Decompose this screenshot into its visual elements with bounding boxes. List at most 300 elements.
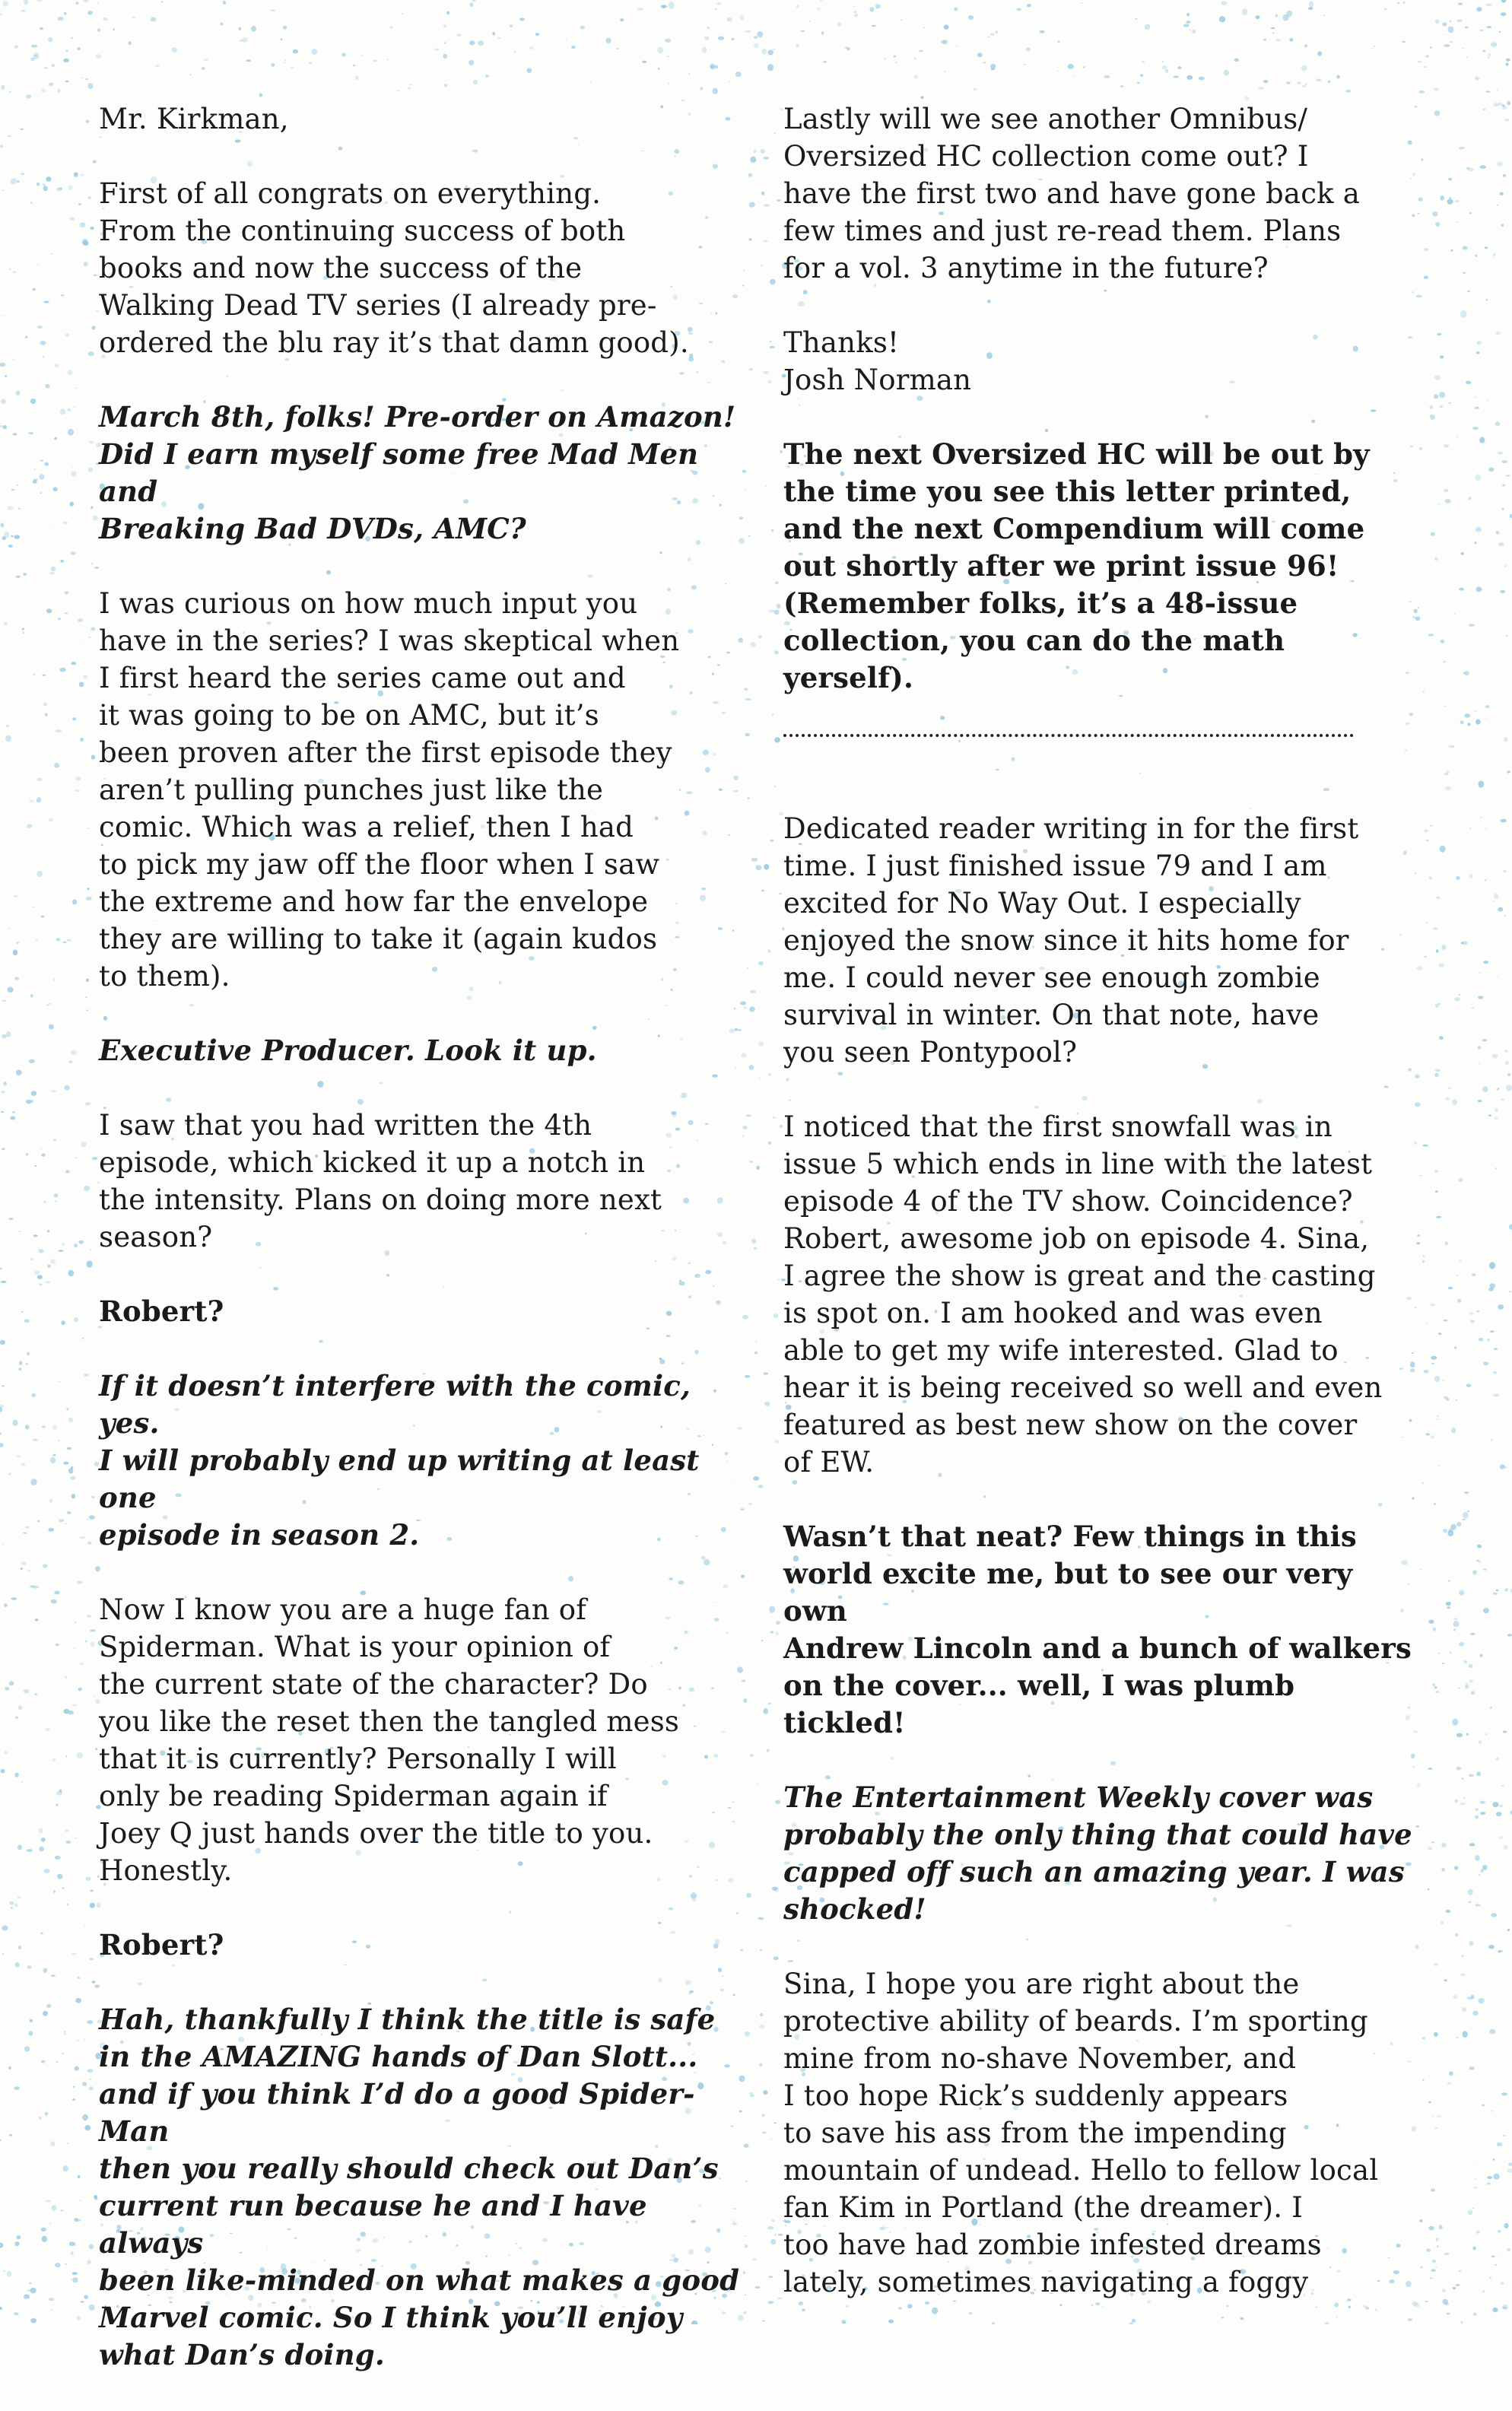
texture-speck: [80, 1663, 84, 1664]
texture-speck: [87, 2260, 91, 2264]
texture-speck: [8, 1472, 12, 1476]
texture-speck: [1463, 1798, 1466, 1800]
texture-speck: [1495, 332, 1501, 335]
texture-speck: [1448, 27, 1454, 33]
texture-speck: [1482, 2290, 1485, 2292]
texture-speck: [778, 2298, 783, 2299]
texture-speck: [761, 192, 764, 195]
texture-speck: [1500, 192, 1504, 195]
text-line: survival in winter. On that note, have: [783, 996, 1415, 1034]
texture-speck: [894, 56, 897, 58]
texture-speck: [30, 994, 33, 997]
right-bottom-editor-reply-bold-2: [783, 1518, 1415, 1742]
text-line: it was going to be on AMC, but it’s: [99, 697, 761, 734]
texture-speck: [1435, 20, 1440, 24]
texture-speck: [1499, 31, 1501, 33]
texture-speck: [778, 2234, 783, 2236]
texture-speck: [1434, 557, 1437, 561]
texture-speck: [72, 717, 76, 720]
texture-speck: [1476, 588, 1482, 591]
texture-speck: [71, 467, 73, 468]
texture-speck: [473, 80, 478, 85]
texture-speck: [33, 1439, 38, 1441]
texture-speck: [40, 1933, 43, 1934]
texture-speck: [1424, 1370, 1429, 1373]
texture-speck: [870, 7, 875, 11]
texture-speck: [63, 1462, 68, 1465]
texture-speck: [172, 47, 177, 52]
texture-speck: [954, 8, 958, 11]
text-line: for a vol. 3 anytime in the future?: [783, 249, 1415, 287]
texture-speck: [773, 1314, 779, 1318]
texture-speck: [11, 1597, 17, 1599]
texture-speck: [773, 1117, 776, 1119]
texture-speck: [68, 1468, 74, 1473]
texture-speck: [2, 536, 6, 540]
texture-speck: [1458, 1178, 1463, 1182]
texture-speck: [88, 637, 91, 638]
texture-speck: [1186, 21, 1190, 24]
texture-speck: [62, 2053, 63, 2054]
texture-speck: [1501, 1098, 1504, 1101]
texture-speck: [91, 627, 95, 631]
texture-speck: [1431, 2188, 1435, 2192]
texture-speck: [64, 591, 68, 594]
texture-speck: [68, 1060, 72, 1063]
texture-speck: [34, 55, 37, 56]
texture-speck: [39, 2117, 42, 2120]
texture-speck: [1469, 1312, 1473, 1314]
texture-speck: [21, 129, 24, 130]
texture-speck: [54, 1201, 57, 1202]
text-line: From the continuing success of both: [99, 212, 761, 249]
texture-speck: [0, 363, 5, 367]
texture-speck: [1415, 1945, 1418, 1949]
texture-speck: [776, 1621, 780, 1625]
texture-speck: [1478, 1100, 1482, 1102]
texture-speck: [91, 562, 94, 564]
texture-speck: [68, 1417, 74, 1422]
texture-speck: [1469, 1941, 1474, 1946]
texture-speck: [1416, 966, 1422, 970]
texture-speck: [11, 1111, 15, 1113]
texture-speck: [1434, 2127, 1437, 2129]
left-column: [99, 100, 761, 2411]
texture-speck: [13, 272, 17, 273]
texture-speck: [1493, 1393, 1499, 1396]
texture-speck: [704, 37, 709, 40]
texture-speck: [6, 1031, 11, 1037]
text-line: If it doesn’t interfere with the comic, yes.: [99, 1368, 761, 1442]
text-line: issue 5 which ends in line with the latest: [783, 1145, 1415, 1183]
texture-speck: [56, 938, 61, 941]
texture-speck: [1476, 1310, 1480, 1312]
texture-speck: [1478, 1740, 1482, 1744]
text-line: Robert, awesome job on episode 4. Sina,: [783, 1220, 1415, 1257]
texture-speck: [1506, 635, 1507, 637]
texture-speck: [37, 778, 42, 782]
texture-speck: [774, 2234, 777, 2235]
texture-speck: [854, 11, 857, 13]
texture-speck: [1487, 2176, 1492, 2179]
texture-speck: [1435, 1190, 1438, 1193]
texture-speck: [34, 1271, 40, 1275]
left-editor-reply-italic-10: [99, 2001, 761, 2374]
texture-speck: [60, 560, 64, 563]
text-line: Oversized HC collection come out? I: [783, 138, 1415, 175]
texture-speck: [895, 62, 897, 63]
texture-speck: [56, 729, 62, 732]
texture-speck: [1496, 1812, 1501, 1816]
texture-speck: [1336, 75, 1340, 79]
texture-speck: [84, 2038, 86, 2041]
texture-speck: [95, 1748, 97, 1750]
texture-speck: [1498, 542, 1504, 546]
texture-speck: [71, 1494, 76, 1498]
text-line: Lastly will we see another Omnibus/: [783, 100, 1415, 138]
texture-speck: [620, 18, 624, 21]
texture-speck: [1501, 460, 1507, 463]
texture-speck: [1498, 907, 1503, 912]
texture-speck: [53, 978, 56, 981]
texture-speck: [1507, 1634, 1512, 1636]
texture-speck: [81, 2216, 82, 2217]
texture-speck: [37, 800, 39, 802]
texture-speck: [1459, 994, 1460, 996]
texture-speck: [50, 2309, 52, 2311]
texture-speck: [4, 622, 8, 625]
texture-speck: [89, 441, 94, 443]
texture-speck: [13, 433, 17, 435]
texture-speck: [17, 1455, 21, 1457]
texture-speck: [1469, 212, 1472, 214]
texture-speck: [7, 928, 10, 929]
texture-speck: [1459, 2270, 1461, 2272]
texture-speck: [1456, 876, 1460, 880]
left-letter-paragraph-3: [99, 585, 761, 995]
texture-speck: [1458, 1688, 1460, 1689]
texture-speck: [761, 890, 764, 891]
left-editor-reply-bold-9: [99, 1927, 761, 1964]
texture-speck: [1449, 2071, 1453, 2076]
texture-speck: [2, 190, 5, 191]
texture-speck: [1485, 4, 1491, 6]
texture-speck: [1472, 2207, 1475, 2209]
texture-speck: [60, 408, 66, 415]
texture-speck: [1463, 272, 1466, 274]
texture-speck: [15, 2241, 20, 2246]
texture-speck: [3, 1082, 7, 1086]
texture-speck: [1256, 15, 1260, 19]
texture-speck: [309, 62, 313, 64]
texture-speck: [24, 1533, 27, 1534]
texture-speck: [52, 2205, 57, 2210]
texture-speck: [1475, 77, 1479, 81]
texture-speck: [1485, 879, 1487, 881]
texture-speck: [39, 1847, 44, 1852]
texture-speck: [1456, 1275, 1458, 1276]
texture-speck: [94, 1696, 96, 1698]
texture-speck: [71, 662, 77, 665]
texture-speck: [1472, 1273, 1475, 1276]
texture-speck: [87, 888, 89, 890]
texture-speck: [49, 818, 54, 821]
texture-speck: [977, 52, 983, 57]
texture-speck: [1507, 2168, 1512, 2173]
texture-speck: [1415, 106, 1418, 107]
text-line: the current state of the character? Do: [99, 1666, 761, 1703]
texture-speck: [1, 85, 5, 90]
texture-speck: [1459, 588, 1464, 591]
texture-speck: [1500, 1464, 1505, 1469]
texture-speck: [1415, 1075, 1419, 1078]
texture-speck: [34, 1165, 37, 1167]
texture-speck: [1498, 1304, 1504, 1310]
texture-speck: [768, 1142, 771, 1145]
texture-speck: [1466, 1682, 1469, 1684]
texture-speck: [52, 1758, 56, 1761]
texture-speck: [1495, 421, 1500, 426]
texture-speck: [90, 227, 94, 230]
texture-speck: [1488, 1288, 1494, 1291]
texture-speck: [1506, 59, 1510, 62]
texture-speck: [667, 56, 669, 57]
texture-speck: [84, 2125, 91, 2130]
texture-speck: [94, 2197, 98, 2200]
texture-speck: [25, 1363, 28, 1365]
texture-speck: [67, 939, 71, 942]
texture-speck: [89, 2086, 94, 2091]
texture-speck: [75, 388, 78, 389]
texture-speck: [70, 218, 75, 221]
texture-speck: [775, 1440, 780, 1443]
texture-speck: [63, 522, 68, 524]
texture-speck: [764, 864, 769, 870]
texture-speck: [1424, 248, 1429, 251]
texture-speck: [1418, 61, 1421, 62]
texture-speck: [1498, 2230, 1501, 2232]
texture-speck: [42, 2236, 47, 2242]
texture-speck: [774, 737, 780, 742]
texture-speck: [1418, 91, 1425, 94]
text-line: and if you think I’d do a good Spider-Man: [99, 2076, 761, 2150]
texture-speck: [745, 30, 751, 33]
texture-speck: [68, 1711, 74, 1714]
texture-speck: [660, 5, 666, 8]
texture-speck: [1317, 51, 1322, 56]
texture-speck: [284, 62, 285, 63]
texture-speck: [1449, 197, 1451, 199]
texture-speck: [1431, 1356, 1437, 1360]
texture-speck: [1493, 1371, 1498, 1374]
texture-speck: [89, 1958, 94, 1960]
texture-speck: [469, 2, 473, 7]
texture-speck: [1479, 1998, 1485, 2003]
texture-speck: [1480, 1812, 1485, 1815]
texture-speck: [25, 1425, 30, 1429]
text-line: been like-minded on what makes a good: [99, 2262, 761, 2299]
texture-speck: [39, 474, 44, 479]
texture-speck: [1423, 1255, 1425, 1256]
texture-speck: [41, 1838, 46, 1842]
texture-speck: [6, 725, 9, 727]
texture-speck: [14, 1904, 17, 1908]
texture-speck: [396, 90, 399, 91]
texture-speck: [1496, 1590, 1499, 1592]
texture-speck: [1415, 616, 1421, 621]
text-line: hear it is being received so well and even: [783, 1369, 1415, 1406]
texture-speck: [1492, 2308, 1498, 2313]
texture-speck: [1424, 829, 1428, 832]
texture-speck: [1402, 41, 1406, 43]
texture-speck: [1468, 2209, 1472, 2215]
texture-speck: [54, 763, 59, 768]
texture-speck: [88, 351, 94, 356]
texture-speck: [1416, 1242, 1420, 1244]
text-line: the time you see this letter printed,: [783, 473, 1415, 510]
texture-speck: [1415, 1102, 1421, 1107]
texture-speck: [885, 58, 886, 59]
text-line: is spot on. I am hooked and was even: [783, 1294, 1415, 1332]
text-line: March 8th, folks! Pre-order on Amazon!: [99, 399, 761, 436]
texture-speck: [1490, 2111, 1493, 2112]
right-bottom-editor-reply-italic-3: [783, 1779, 1415, 1928]
texture-speck: [1465, 27, 1469, 29]
texture-speck: [777, 604, 781, 609]
texture-speck: [776, 1632, 779, 1636]
texture-speck: [762, 2320, 764, 2322]
texture-speck: [1420, 1175, 1422, 1176]
texture-speck: [1500, 590, 1505, 593]
text-line: I will probably end up writing at least one: [99, 1442, 761, 1517]
texture-speck: [529, 46, 534, 49]
texture-speck: [1263, 80, 1268, 83]
texture-speck: [1475, 474, 1481, 481]
texture-speck: [1437, 1415, 1439, 1418]
texture-speck: [1494, 1117, 1498, 1120]
texture-speck: [291, 67, 294, 68]
texture-speck: [35, 1618, 39, 1622]
texture-speck: [1448, 178, 1452, 181]
texture-speck: [1472, 2011, 1479, 2016]
text-line: comic. Which was a relief, then I had: [99, 808, 761, 846]
texture-speck: [86, 1615, 91, 1617]
texture-speck: [91, 326, 95, 330]
texture-speck: [73, 2243, 76, 2246]
texture-speck: [1057, 70, 1059, 71]
texture-speck: [1487, 400, 1488, 402]
texture-speck: [1384, 8, 1387, 10]
texture-speck: [86, 979, 89, 982]
texture-speck: [669, 2, 675, 9]
texture-speck: [1441, 2289, 1446, 2292]
texture-speck: [82, 1338, 84, 1339]
texture-speck: [15, 1717, 18, 1719]
texture-speck: [714, 65, 718, 68]
texture-speck: [1476, 351, 1480, 354]
texture-speck: [53, 1890, 56, 1893]
texture-speck: [1026, 47, 1031, 51]
texture-speck: [767, 1703, 771, 1705]
right-top-letter-paragraph-0: [783, 100, 1415, 287]
texture-speck: [1286, 81, 1291, 84]
texture-speck: [944, 24, 949, 29]
texture-speck: [30, 1585, 35, 1587]
texture-speck: [46, 1281, 50, 1283]
texture-speck: [1447, 1530, 1453, 1536]
texture-speck: [1454, 1347, 1456, 1349]
texture-speck: [24, 0, 28, 5]
texture-speck: [52, 1425, 57, 1430]
texture-speck: [1492, 2158, 1495, 2161]
texture-speck: [40, 341, 46, 345]
texture-speck: [51, 1090, 56, 1092]
texture-speck: [37, 183, 40, 186]
texture-speck: [341, 53, 346, 57]
texture-speck: [1444, 489, 1449, 492]
texture-speck: [1, 1091, 5, 1093]
texture-speck: [48, 1265, 51, 1268]
texture-speck: [67, 2143, 68, 2144]
texture-speck: [872, 25, 876, 27]
texture-speck: [1480, 1801, 1485, 1804]
text-line: in the AMAZING hands of Dan Slott...: [99, 2038, 761, 2076]
texture-speck: [1479, 1063, 1480, 1064]
texture-speck: [485, 75, 489, 78]
texture-speck: [820, 0, 823, 1]
text-line: the intensity. Plans on doing more next: [99, 1181, 761, 1218]
texture-speck: [1501, 224, 1504, 227]
texture-speck: [87, 1542, 92, 1545]
text-line: excited for No Way Out. I especially: [783, 885, 1415, 922]
texture-speck: [31, 1091, 37, 1096]
texture-speck: [17, 180, 20, 183]
texture-speck: [75, 1998, 81, 2003]
texture-speck: [37, 264, 39, 265]
texture-speck: [14, 895, 17, 897]
texture-speck: [770, 2239, 776, 2244]
texture-speck: [48, 1528, 54, 1532]
texture-speck: [1503, 1730, 1507, 1733]
texture-speck: [72, 2277, 78, 2282]
text-line: to them).: [99, 958, 761, 995]
texture-speck: [1452, 1099, 1457, 1105]
texture-speck: [944, 71, 945, 72]
texture-speck: [1428, 1768, 1433, 1770]
texture-speck: [1430, 46, 1432, 49]
texture-speck: [33, 675, 35, 676]
texture-speck: [1469, 1664, 1473, 1668]
texture-speck: [1507, 1073, 1510, 1076]
text-line: the extreme and how far the envelope: [99, 883, 761, 920]
texture-speck: [50, 527, 52, 528]
texture-speck: [1480, 817, 1482, 818]
texture-speck: [1135, 18, 1137, 20]
texture-speck: [45, 2112, 49, 2116]
texture-speck: [1498, 452, 1504, 455]
texture-speck: [1479, 437, 1485, 443]
texture-speck: [1446, 1602, 1451, 1606]
texture-speck: [0, 425, 2, 428]
texture-speck: [1466, 1733, 1469, 1736]
text-line: Marvel comic. So I think you’ll enjoy: [99, 2299, 761, 2336]
texture-speck: [589, 81, 592, 83]
texture-speck: [57, 89, 60, 93]
texture-speck: [1040, 30, 1045, 33]
texture-speck: [1462, 941, 1467, 945]
texture-speck: [204, 59, 208, 62]
text-line: Wasn’t that neat? Few things in this: [783, 1518, 1415, 1555]
